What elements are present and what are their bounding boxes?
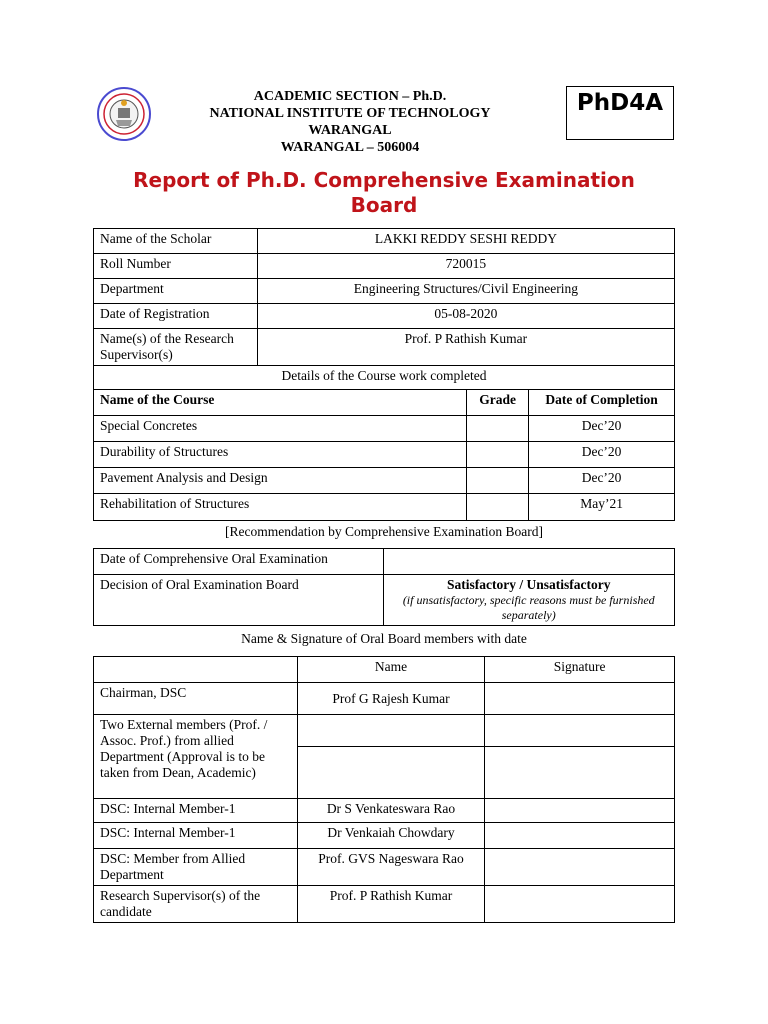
members-caption: Name & Signature of Oral Board members with date: [241, 631, 527, 646]
table-row: [94, 442, 675, 468]
course-date: Dec’20: [529, 468, 675, 494]
course-grade: [467, 468, 529, 494]
course-date: May’21: [529, 494, 675, 521]
role-research-supervisor: Research Supervisor(s) of the candidate: [94, 886, 298, 923]
header-academic-section: ACADEMIC SECTION – Ph.D.: [253, 89, 447, 104]
value-oral-exam-date: [383, 549, 675, 575]
value-scholar-name: LAKKI REDDY SESHI REDDY: [257, 229, 674, 254]
member-name-allied: Prof. GVS Nageswara Rao: [297, 849, 485, 886]
members-table: [93, 656, 675, 923]
form-code-box: [566, 86, 674, 140]
value-date-registration: 05-08-2020: [257, 304, 674, 329]
recommendation-caption: [Recommendation by Comprehensive Examination Board]: [225, 524, 543, 539]
label-department: Department: [94, 279, 258, 304]
header-city: WARANGAL: [308, 123, 392, 138]
recommendation-table: [93, 548, 675, 626]
label-scholar-name: Name of the Scholar: [94, 229, 258, 254]
member-name-internal-2: Dr Venkaiah Chowdary: [297, 823, 485, 849]
label-date-registration: Date of Registration: [94, 304, 258, 329]
header-institute-name: NATIONAL INSTITUTE OF TECHNOLOGY: [209, 106, 491, 121]
label-supervisor: Name(s) of the Research Supervisor(s): [94, 329, 258, 366]
role-internal-member-2: DSC: Internal Member-1: [94, 823, 298, 849]
course-header-grade: Grade: [467, 390, 529, 416]
role-allied-member: DSC: Member from Allied Department: [94, 849, 298, 886]
signature-chairman: [485, 683, 675, 715]
course-date: Dec’20: [529, 442, 675, 468]
table-row: [94, 849, 675, 886]
course-name: Pavement Analysis and Design: [94, 468, 467, 494]
member-name-supervisor: Prof. P Rathish Kumar: [297, 886, 485, 923]
signature-allied: [485, 849, 675, 886]
member-name-external-1: [297, 715, 485, 747]
role-external-members: Two External members (Prof. / Assoc. Prof.) from allied Department (Approval is to be taken from Dean, Academic): [94, 715, 298, 799]
table-row: [94, 715, 675, 747]
value-department: Engineering Structures/Civil Engineering: [257, 279, 674, 304]
course-header-name: Name of the Course: [94, 390, 467, 416]
label-board-decision: Decision of Oral Examination Board: [94, 575, 384, 626]
table-row: [94, 799, 675, 823]
signature-external-2: [485, 747, 675, 799]
label-roll-number: Roll Number: [94, 254, 258, 279]
value-board-decision: [383, 575, 675, 626]
member-name-internal-1: Dr S Venkateswara Rao: [297, 799, 485, 823]
course-grade: [467, 494, 529, 521]
institute-logo: [96, 86, 152, 142]
scholar-details-table: [93, 228, 675, 521]
value-roll-number: 720015: [257, 254, 674, 279]
course-header-date: Date of Completion: [529, 390, 675, 416]
table-row: [94, 823, 675, 849]
signature-internal-2: [485, 823, 675, 849]
signature-external-1: [485, 715, 675, 747]
form-code: PhD4A: [576, 90, 664, 116]
decision-options: Satisfactory / Unsatisfactory: [447, 577, 611, 592]
course-name: Durability of Structures: [94, 442, 467, 468]
course-grade: [467, 442, 529, 468]
role-internal-member-1: DSC: Internal Member-1: [94, 799, 298, 823]
table-row: [94, 416, 675, 442]
member-name-chairman: Prof G Rajesh Kumar: [297, 683, 485, 715]
table-row: [94, 494, 675, 521]
course-grade: [467, 416, 529, 442]
members-header-signature: Signature: [485, 657, 675, 683]
table-row: [94, 683, 675, 715]
member-name-external-2: [297, 747, 485, 799]
page-title: Report of Ph.D. Comprehensive Examination Board: [133, 168, 635, 217]
members-header-name: Name: [297, 657, 485, 683]
course-date: Dec’20: [529, 416, 675, 442]
members-header-role: [94, 657, 298, 683]
label-oral-exam-date: Date of Comprehensive Oral Examination: [94, 549, 384, 575]
header-address: WARANGAL – 506004: [280, 140, 420, 155]
course-name: Rehabilitation of Structures: [94, 494, 467, 521]
decision-note: (if unsatisfactory, specific reasons must be furnished separately): [402, 593, 655, 622]
coursework-caption: Details of the Course work completed: [94, 366, 675, 390]
table-row: [94, 468, 675, 494]
course-name: Special Concretes: [94, 416, 467, 442]
table-row: [94, 886, 675, 923]
signature-supervisor: [485, 886, 675, 923]
role-chairman: Chairman, DSC: [94, 683, 298, 715]
value-supervisor: Prof. P Rathish Kumar: [257, 329, 674, 366]
signature-internal-1: [485, 799, 675, 823]
